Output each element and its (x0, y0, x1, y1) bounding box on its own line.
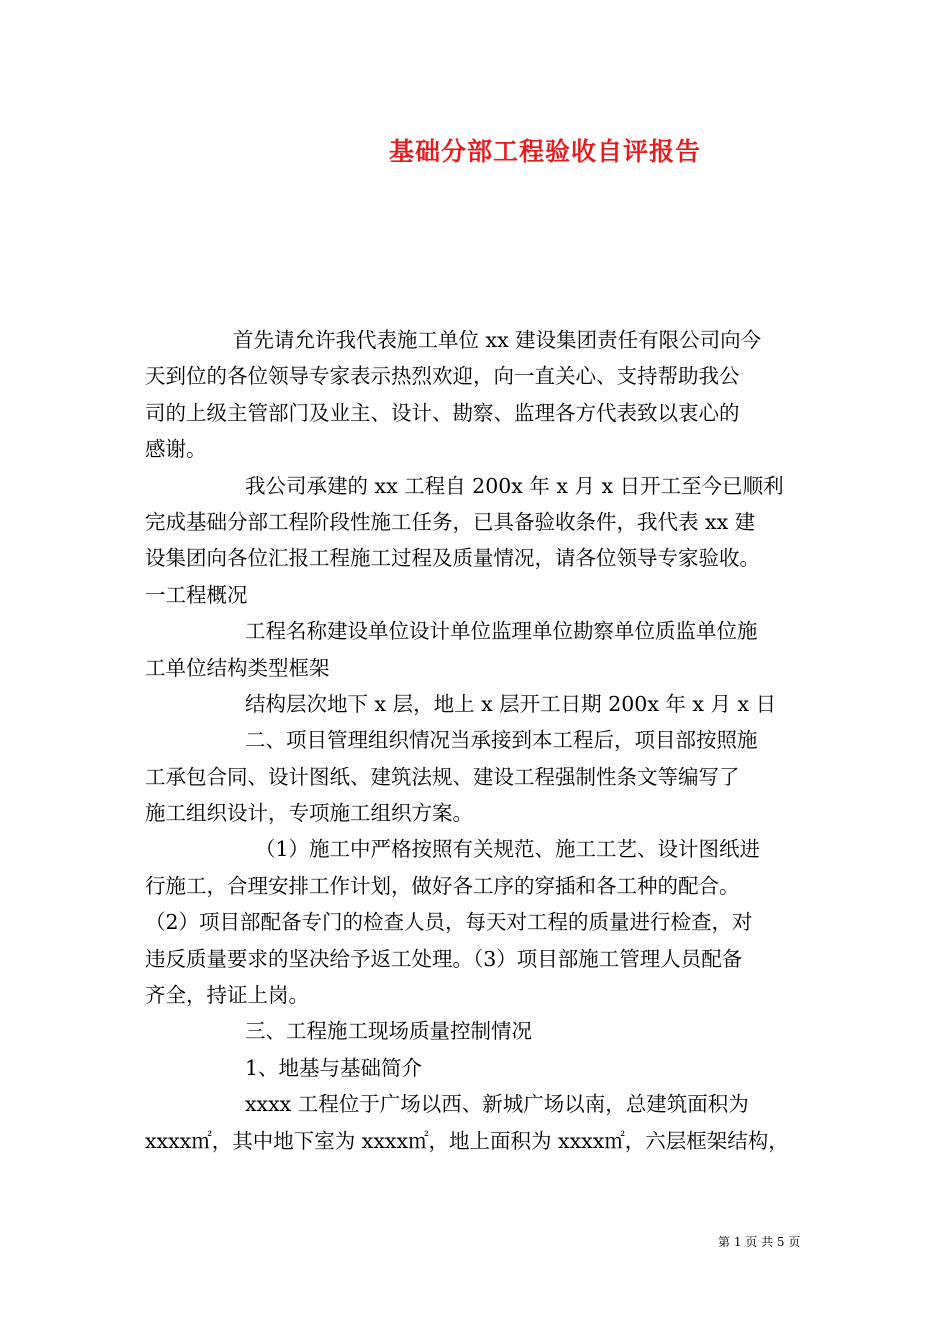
paragraph-line: 施工组织设计，专项施工组织方案。 (145, 801, 473, 826)
paragraph-line: （1）施工中严格按照有关规范、施工工艺、设计图纸进 (255, 837, 761, 862)
page-footer: 第 1 页 共 5 页 (718, 1235, 801, 1249)
paragraph-line: 首先请允许我代表施工单位 xx 建设集团责任有限公司向今 (233, 328, 762, 352)
document-body (145, 322, 825, 1159)
paragraph-line: 完成基础分部工程阶段性施工任务，已具备验收条件，我代表 xx 建 (145, 509, 756, 534)
subsection-heading: 1、地基与基础简介 (245, 1055, 423, 1080)
section-heading: 一工程概况 (145, 582, 248, 607)
paragraph-line: 违反质量要求的坚决给予返工处理。（3）项目部施工管理人员配备 (145, 946, 743, 971)
paragraph-line: 结构层次地下 x 层，地上 x 层开工日期 200x 年 x 月 x 日 (245, 691, 777, 716)
paragraph-line: xxxx 工程位于广场以西、新城广场以南，总建筑面积为 (245, 1092, 749, 1117)
paragraph-line: 齐全，持证上岗。 (145, 983, 309, 1008)
page-title: 基础分部工程验收自评报告 (388, 137, 701, 166)
paragraph-line: 我公司承建的 xx 工程自 200x 年 x 月 x 日开工至今已顺利 (245, 473, 784, 498)
paragraph-line: xxxx㎡，其中地下室为 xxxx㎡，地上面积为 xxxx㎡，六层框架结构， (145, 1128, 789, 1153)
paragraph-line: 行施工，合理安排工作计划，做好各工序的穿插和各工种的配合。 (145, 873, 740, 898)
paragraph-line: 司的上级主管部门及业主、设计、勘察、监理各方代表致以衷心的 (145, 400, 740, 425)
paragraph-line: 工单位结构类型框架 (145, 655, 330, 680)
paragraph-line: （2）项目部配备专门的检查人员，每天对工程的质量进行检查，对 (145, 910, 753, 935)
paragraph-line: 天到位的各位领导专家表示热烈欢迎，向一直关心、支持帮助我公 (145, 364, 740, 389)
section-heading: 二、项目管理组织情况当承接到本工程后，项目部按照施 (245, 728, 758, 753)
paragraph-line: 设集团向各位汇报工程施工过程及质量情况，请各位领导专家验收。 (145, 546, 760, 571)
paragraph-line: 工程名称建设单位设计单位监理单位勘察单位质监单位施 (245, 619, 758, 644)
paragraph-line: 感谢。 (145, 437, 207, 462)
section-heading: 三、工程施工现场质量控制情况 (245, 1019, 532, 1044)
paragraph-line: 工承包合同、设计图纸、建筑法规、建设工程强制性条文等编写了 (145, 764, 740, 789)
